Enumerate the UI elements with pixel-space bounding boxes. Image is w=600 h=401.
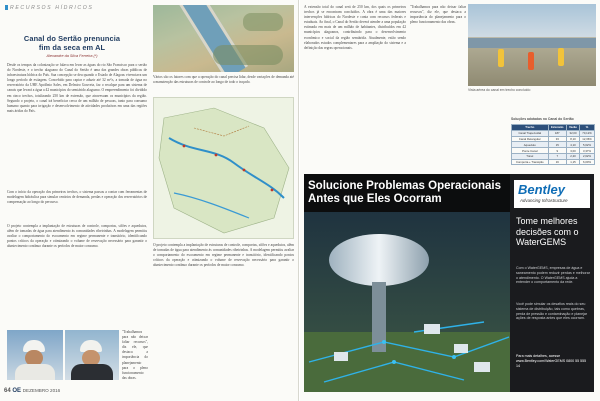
article-title-line-2: fim da seca em AL	[38, 42, 106, 52]
table-cell: 187	[548, 130, 566, 136]
table-cell: Canal Trapezoidal	[512, 130, 549, 136]
left-page	[0, 0, 299, 401]
table-cell: 6,00%	[580, 159, 595, 165]
ad-paragraph-2: Você pode simular os desafios reais do seu sistema de distribuição, tais como quebras, perda de pressão e contaminação e planejar ações de resposta antes que eles ocorram.	[516, 302, 588, 321]
watergems-advertisement[interactable]	[304, 174, 594, 392]
table-cell: 16	[548, 159, 566, 165]
issue-date: DEZEMBRO 2016	[22, 388, 61, 393]
article-column-4: "Trabalhamos para não deixar faltar recursos", diz ele, que destaca a importância do planejamento para o pleno funcionamento das obras.	[410, 5, 466, 25]
article-column-2-bottom: O projeto contempla a implantação de estruturas de controle, comportas, sifões e aquedutos, além de tomadas de água para atendimento às comunidades ribeirinhas. A modelagem permitiu avaliar o comportamento do escoamento em regime permanente e transitório, identificando pontos críticos da operação e otimizando o volume de reservação necessário para garantir o abastecimento contínuo durante os períodos de maior consumo.	[153, 243, 294, 268]
table-row	[512, 159, 595, 165]
bentley-tagline: Advancing Infrastructure	[520, 198, 568, 203]
ad-contact[interactable]: Para mais detalhes, acesse www.Bentley.com/WaterGEMS 0800 55 555 14	[516, 354, 587, 368]
construction-photo	[468, 4, 596, 86]
article-column-1c: O projeto contempla a implantação de estruturas de controle, comportas, sifões e aquedutos, além de tomadas de água para atendimento às comunidades ribeirinhas. A modelagem permitiu avaliar o comportamento do escoamento em regime permanente e transitório, identificando pontos críticos da operação e otimizando o volume de reservação necessário para garantir o abastecimento contínuo durante os períodos de maior consumo.	[7, 224, 147, 249]
photo-caption: Vista aérea do canal em trecho concluído	[468, 88, 531, 92]
ad-headline: Solucione Problemas Operacionais Antes que Eles Ocorram	[308, 180, 502, 205]
table-cell: 1,15	[566, 159, 579, 165]
portrait-photo-1	[7, 330, 63, 380]
table-header-cell: %	[580, 125, 595, 131]
canal-route-map	[153, 97, 294, 239]
water-tower-illustration	[304, 212, 510, 392]
section-header: RECURSOS HÍDRICOS	[5, 5, 93, 11]
table-header-cell: Trecho	[512, 125, 549, 131]
table-header-cell: Extensão	[548, 125, 566, 131]
table-cell: 4,10	[566, 142, 579, 148]
table-cell: Canal Retangular	[512, 136, 549, 142]
article-column-3: A extensão total do canal será de 250 km, dos quais os primeiros trechos já se encontram concluídos. A obra é uma das maiores intervenções hídricas do Nordeste e conta com recursos federais e estaduais. Ao final, o Canal do Sertão deverá atender a uma população estimada em mais de um milhão de habitantes, distribuídos em 42 municípios alagoanos, contribuindo para o desenvolvimento econômico e social da região semiárida. Atualmente, estão sendo elaborados estudos complementares para a ampliação do sistema e a definição das regras operacionais.	[304, 5, 406, 50]
article-title	[18, 35, 126, 53]
table-cell: 3,00	[566, 148, 579, 154]
page-footer	[4, 388, 60, 394]
table-cell: Comporta + Transição	[512, 159, 549, 165]
article-title-line-1: Canal do Sertão prenuncia	[23, 34, 121, 43]
table-cell: 12,36%	[580, 136, 595, 142]
aerial-canal-photo	[153, 5, 294, 72]
table-cell: 3,37%	[580, 148, 595, 154]
ad-paragraph-1: Com o WaterGEMS, empresas de água e saneamento podem reduzir perdas e melhorar o atendimento. O WaterGEMS ajuda a entender o comportamento da rede.	[516, 266, 590, 285]
table-cell: 9	[548, 148, 566, 154]
portrait-photo-2	[65, 330, 119, 380]
table-cell: 33	[548, 136, 566, 142]
article-byline: Alexandre da Silva Ferreira (*)	[46, 54, 98, 58]
article-sidebar-text: "Trabalhamos para não deixar faltar recursos", diz ele, que destaca a importância do planejamento para o pleno funcionamento das obras.	[122, 330, 148, 380]
table-cell: 8,10	[566, 136, 579, 142]
table-cell: Túnel	[512, 153, 549, 159]
table-cell: Ponte Canal	[512, 148, 549, 154]
solutions-table	[511, 124, 595, 165]
table-cell: 15	[548, 142, 566, 148]
table-cell: 2,62%	[580, 153, 595, 159]
table-cell: 2,20	[566, 153, 579, 159]
table-cell: Aqueduto	[512, 142, 549, 148]
bentley-logo[interactable]	[514, 180, 590, 208]
article-column-1: Desde os tempos da colonização se falava em levar as águas do rio São Francisco para o sertão do Nordeste, e o trecho alagoano do Canal do Sertão é uma das grandes obras públicas de infraestrutura hídrica do País. Sua concepção se deu quando o Estado de Alagoas vivenciava um longo período de estiagem. Concebido para captar e aduzir até 32 m³/s, a tomada de água no reservatório da UHE Apolônio Sales, em Delmiro Gouveia, faz o recalque para um sistema de canais que levará a água a 42 municípios do semiárido alagoano. O empreendimento foi dividido em cinco trechos, totalizando 250 km de extensão, que atravessam os municípios da região. Segundo o projeto, o canal irá beneficiar cerca de um milhão de pessoas, tanto para consumo humano quanto para irrigação e desenvolvimento de atividades produtivas em uma das regiões mais áridas do País.	[7, 63, 147, 113]
article-column-2-top: Vários são os fatores com que a operação do canal precisa lidar, desde variações de demanda até a manutenção das estruturas de controle ao longo de todo o traçado.	[153, 75, 294, 85]
table-cell: 70,12%	[580, 130, 595, 136]
table-header-cell: Vazão	[566, 125, 579, 131]
magazine-logo: OE	[12, 388, 22, 394]
ad-tagline: Tome melhores decisões com o WaterGEMS	[516, 216, 579, 247]
table-caption: Soluções adotadas no Canal do Sertão	[511, 117, 574, 121]
table-cell: 7	[548, 153, 566, 159]
table-cell: 32,00	[566, 130, 579, 136]
table-cell: 5,62%	[580, 142, 595, 148]
page-number: 64	[4, 388, 11, 394]
article-column-1b: Com o início da operação dos primeiros trechos, o sistema passou a contar com ferramentas de modelagem hidráulica para simular cenários de demanda, perdas e operação dos reservatórios de compensação ao longo do percurso.	[7, 190, 147, 205]
bentley-brand: Bentley	[518, 182, 565, 197]
